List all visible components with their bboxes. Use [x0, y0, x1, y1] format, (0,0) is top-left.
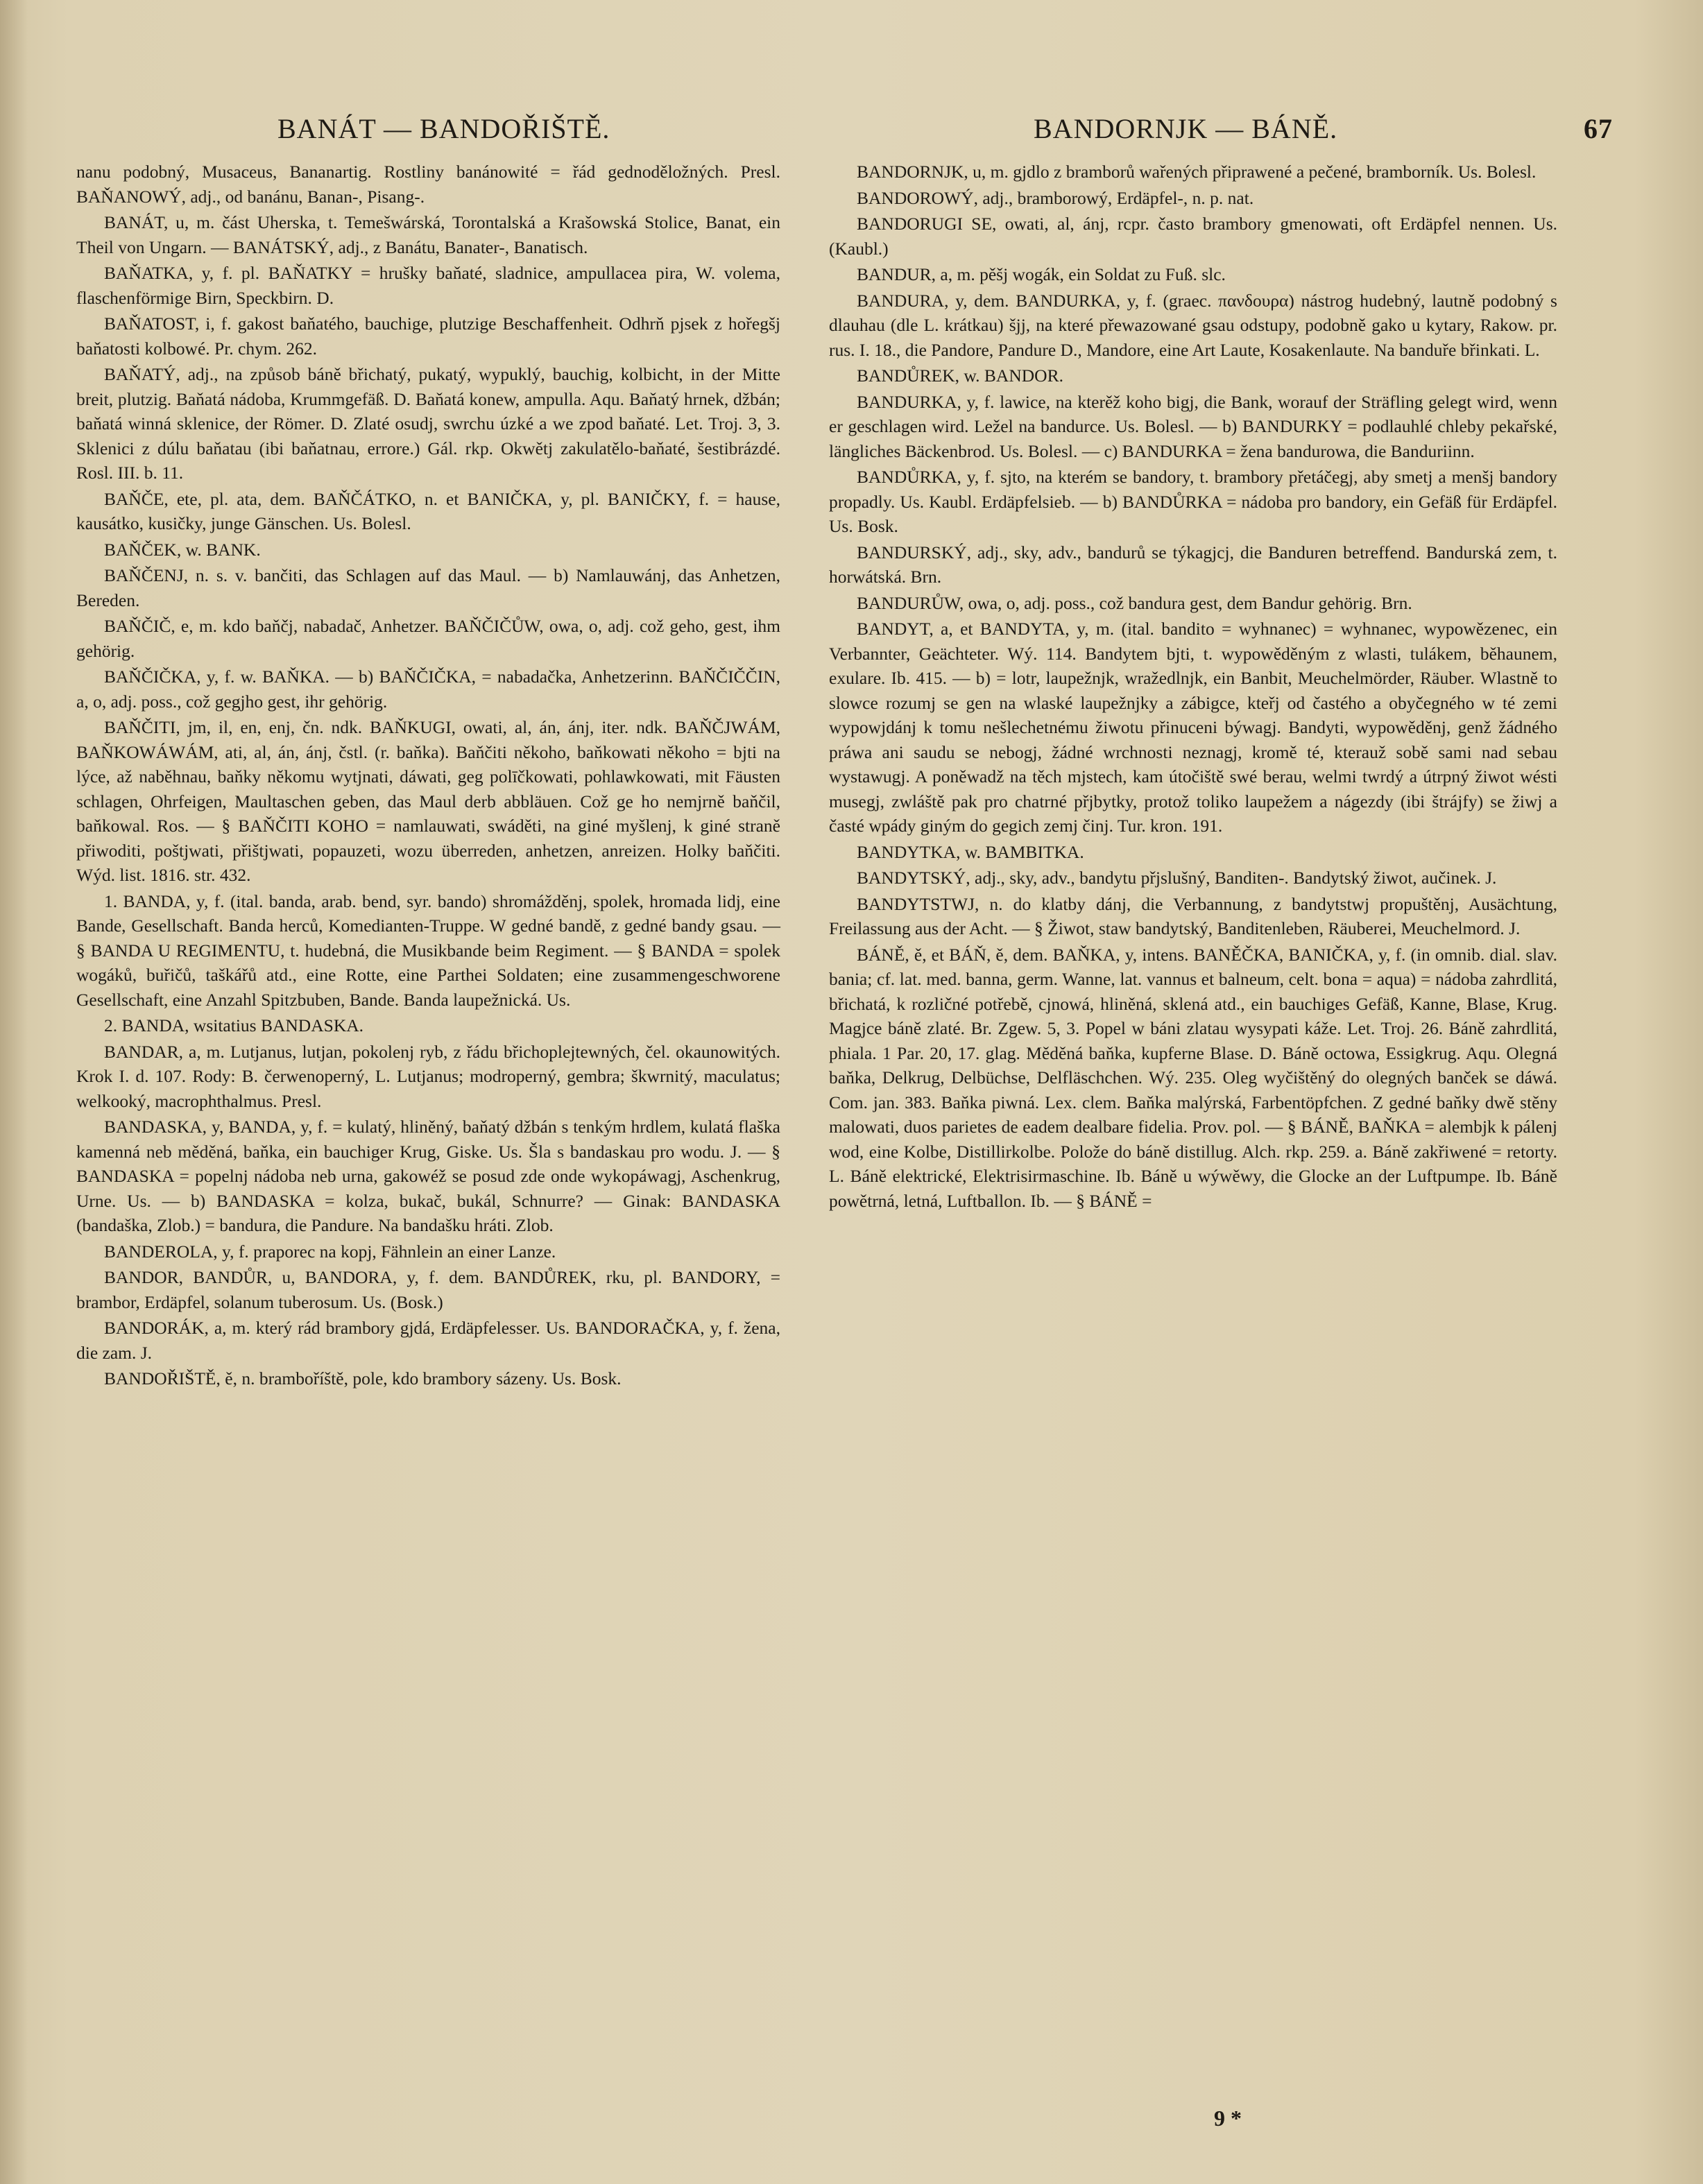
entry: 1. BANDA, y, f. (ital. banda, arab. bend, syr. bando) shromážděnj, spolek, hromada lidj, eine Bande, Gesellschaft. Banda herců, Komedianten-Truppe. W gedné bandě, z gedné bandy gsau. — § BANDA U REGIMENTU, t. hudebná, die Musikbande beim Regiment. — § BANDA = spolek wogáků, buřičů, taškářů atd., eine Rotte, eine Parthei Soldaten; eine zusammengeschworene Gesellschaft, eine Anzahl Spitzbuben, Bande. Banda laupežnická. Us. — [76, 891, 780, 1010]
entry: nanu podobný, Musaceus, Bananartig. Rostliny banánowité = řád gednoděložných. Presl. BAŇANOWÝ, adj., od banánu, Banan-, Pisang-. — [76, 162, 780, 207]
left-running-title: BANÁT — BANDOŘIŠTĚ. — [277, 113, 610, 144]
entry: BANDUR, a, m. pěšj wogák, ein Soldat zu Fuß. slc. — [857, 264, 1226, 284]
right-column — [829, 160, 1557, 1214]
entry: BANDYTKA, w. BAMBITKA. — [857, 841, 1084, 862]
entry: BANDORNJK, u, m. gjdlo z bramborů wařených připrawené a pečené, bramborník. Us. Bolesl. — [857, 162, 1537, 182]
entry: BANDYTSKÝ, adj., sky, adv., bandytu přjslušný, Banditen-. Bandytský žiwot, aučinek. J. — [857, 868, 1497, 888]
entry: BANDORÁK, a, m. který rád brambory gjdá, Erdäpfelesser. Us. BANDORAČKA, y, f. žena, die zam. J. — [76, 1318, 780, 1363]
entry: BAŇATKA, y, f. pl. BAŇATKY = hrušky baňaté, sladnice, ampullacea pira, W. volema, flaschenförmige Birn, Speckbirn. D. — [76, 263, 780, 308]
entry: BANDURSKÝ, adj., sky, adv., bandurů se týkagjcj, die Banduren betreffend. Bandurská zem, t. horwátská. Brn. — [829, 542, 1557, 587]
entry: BANDŮREK, w. BANDOR. — [857, 366, 1063, 386]
entry: BAŇATOST, i, f. gakost baňatého, bauchige, plutzige Beschaffenheit. Odhrň pjsek z hořegšj baňatosti kolbowé. Pr. chym. 262. — [76, 313, 780, 359]
entry: BANDAR, a, m. Lutjanus, lutjan, pokolenj ryb, z řádu břichoplejtewných, čel. okaunowitých. Krok I. d. 107. Rody: B. čerwenoperný, L. Lutjanus; modroperný, gembra; škwrnitý, maculatus; welkooký, macrophthalmus. Presl. — [76, 1041, 780, 1111]
entry: BANDORUGI SE, owati, al, ánj, rcpr. často brambory gmenowati, oft Erdäpfel nennen. Us. (Kaubl.) — [829, 214, 1557, 259]
running-header — [76, 105, 1620, 144]
entry: BANDOROWÝ, adj., bramborowý, Erdäpfel-, n. p. nat. — [857, 187, 1254, 208]
entry: BAŇČE, ete, pl. ata, dem. BAŇČÁTKO, n. et BANIČKA, y, pl. BANIČKY, f. = hause, kausátko, kusičky, junge Gänschen. Us. Bolesl. — [76, 488, 780, 533]
entry: BANDURA, y, dem. BANDURKA, y, f. (graec. πανδουρα) nástrog hudebný, lautně podobný s dlauhau (dle L. krátkau) šjj, na které přewazowané gsau odstupy, podobně gako u kytary, Rakow. pr. rus. I. 18., die Pandore, Pandure D., Mandore, eine Art Laute, Kosakenlaute. Na banduře břinkati. L. — [829, 290, 1557, 360]
entry: BAŇČIČ, e, m. kdo baňčj, nabadač, Anhetzer. BAŇČIČŮW, owa, o, adj. což geho, gest, ihm gehörig. — [76, 616, 780, 661]
entry: BAŇČEK, w. BANK. — [104, 539, 261, 560]
entry: BAŇČITI, jm, il, en, enj, čn. ndk. BAŇKUGI, owati, al, án, ánj, iter. ndk. BAŇČJWÁM, BAŇKOWÁWÁM, ati, al, án, ánj, čstl. (r. baňka). Baňčiti někoho, baňkowati někoho = bjti na lýce, až naběhnau, baňky někomu wytjnati, dáwati, geg polīčkowati, pohlawkowati, mit Fäusten schlagen, Ohrfeigen, Maultaschen geben, das Maul derb abbläuen. Což ge ho nemjrně baňčil, baňkowal. Ros. — § BAŇČITI KOHO = namlauwati, swáděti, na giné myšlenj, k giné straně přiwoditi, poštjwati, přištjwati, popauzeti, wozu überreden, anhetzen, anreizen. Holky baňčiti. Wýd. list. 1816. str. 432. — [76, 717, 780, 885]
entry: BAŇČIČKA, y, f. w. BAŇKA. — b) BAŇČIČKA, = nabadačka, Anhetzerinn. BAŇČIČČIN, a, o, adj. poss., což gegjho gest, ihr gehörig. — [76, 667, 780, 712]
entry: BANDYTSTWJ, n. do klatby dánj, die Verbannung, z bandytstwj propuštěnj, Ausächtung, Freilassung aus der Acht. — § Žiwot, staw bandytský, Banditenleben, Räuberei, Meuchelmord. J. — [829, 893, 1557, 938]
entry: BANDYT, a, et BANDYTA, y, m. (ital. bandito = wyhnanec) = wyhnanec, wypowězenec, ein Verbannter, Geächteter. Wý. 114. Bandytem bjti, t. wypowěděným z wlasti, tulákem, běhaunem, exulare. Ib. 415. — b) = lotr, laupežnjk, wražedlnjk, ein Banbit, Meuchelmörder, Räuber. Wlastně to slowce rozumj se gen na wlaské laupežnjky a zábigce, kteřj od častého a obyčegného w té zemi wypowjdánj k tomu nešlechetnému žiwotu přinuceni býwagj. Bandyti, wypowěděnj, genž žádného práwa ani saudu se nebogj, žádné wrchnosti neznagj, kromě té, kterauž sobě sami nad sebau wystawugj. A poněwadž na těch mjstech, kam útočiště swé berau, welmi twrdý a útrpný žiwot wésti musegj, zwláště pak pro chatrné přjbytky, protož toliko laupežem a nágezdy (ibi štrájfy) se žiwj a časté wpády giným do gegich zemj činj. Tur. kron. 191. — [829, 619, 1557, 836]
left-column — [76, 160, 780, 1393]
entry: BAŇČENJ, n. s. v. bančiti, das Schlagen auf das Maul. — b) Namlauwánj, das Anhetzen, Bereden. — [76, 565, 780, 610]
entry: BANDURŮW, owa, o, adj. poss., což bandura gest, dem Bandur gehörig. Brn. — [857, 592, 1412, 613]
entry: BÁNĚ, ě, et BÁŇ, ě, dem. BAŇKA, y, intens. BANĚČKA, BANIČKA, y, f. (in omnib. dial. slav. bania; cf. lat. med. banna, germ. Wanne, lat. vannus et balneum, celt. bona = aqua) = nádoba zahrdlitá, břichatá, k rozličné potřebě, cjnowá, hliněná, sklená atd., ein bauchiges Gefäß, Kanne, Blase, Krug. Magjce báně zlaté. Br. Zgew. 5, 3. Popel w báni zlatau wysypati káže. Let. Troj. 26. Báně zahrdlitá, phiala. 1 Par. 20, 17. glag. Měděná baňka, kupferne Blase. D. Báně octowa, Essigkrug. Aqu. Olegná baňka, Delkrug, Delbüchse, Delfläschchen. Wý. 235. Oleg wyčištěný do olegných banček se dáwá. Com. jan. 383. Baňka piwná. Lex. clem. Baňka malýrská, Farbentöpfchen. Z gedné baňky dwě stěny malowati, duos parietes de eadem dealbare fidelia. Prov. pol. — § BÁNĚ, BAŇKA = alembjk k pálenj wod, eine Kolbe, Distillirkolbe. Polože do báně distillug. Alch. rkp. 259. a. Báně zakřiwené = retorty. L. Báně elektrické, Elektrisirmaschine. Ib. Báně u wýwěwy, die Glocke an der Luftpumpe. Ib. Báně powětrná, letná, Luftballon. Ib. — § BÁNĚ = — [829, 944, 1557, 1211]
entry: BANDASKA, y, BANDA, y, f. = kulatý, hliněný, baňatý džbán s tenkým hrdlem, kulatá flaška kamenná neb měděná, baňka, ein bauchiger Krug, Giske. Us. Šla s bandaskau pro wodu. J. — § BANDASKA = popelnj nádoba neb urna, gakowéž se posud zde onde wykopáwagj, Aschenkrug, Urne. Us. — b) BANDASKA = kolza, bukač, bukál, Schnurre? — Ginak: BANDASKA (bandaška, Zlob.) = bandura, die Pandure. Na bandašku hráti. Zlob. — [76, 1117, 780, 1235]
entry: BANDURKA, y, f. lawice, na kterěž koho bigj, die Bank, worauf der Sträfling gelegt wird, wenn er geschlagen wird. Ležel na bandurce. Us. Bolesl. — b) BANDURKY = podlauhlé chleby pekařské, längliches Bäckenbrod. Us. Bolesl. — c) BANDURKA = žena bandurowa, die Banduriinn. — [829, 391, 1557, 461]
entry: BANDEROLA, y, f. praporec na kopj, Fähnlein an einer Lanze. — [104, 1241, 556, 1262]
entry: BANÁT, u, m. část Uherska, t. Temešwárská, Torontalská a Krašowská Stolice, Banat, ein Theil von Ungarn. — BANÁTSKÝ, adj., z Banátu, Banater-, Banatisch. — [76, 212, 780, 257]
entry: BANDOŘIŠTĚ, ě, n. bramboříště, pole, kdo brambory sázeny. Us. Bosk. — [104, 1368, 622, 1388]
entry: BANDOR, BANDŮR, u, BANDORA, y, f. dem. BANDŮREK, rku, pl. BANDORY, = brambor, Erdäpfel, solanum tuberosum. Us. (Bosk.) — [76, 1267, 780, 1312]
signature-mark: 9 * — [1214, 2106, 1242, 2131]
entry: 2. BANDA, wsitatius BANDASKA. — [104, 1015, 364, 1035]
page-number: 67 — [1584, 113, 1613, 144]
entry: BAŇATÝ, adj., na způsob báně břichatý, pukatý, wypuklý, bauchig, kolbicht, in der Mitte breit, plutzig. Baňatá nádoba, Krummgefäß. D. Baňatá konew, ampulla. Aqu. Baňatý hrnek, džbán; baňatá winná sklenice, der Römer. D. Zlaté osudj, swrchu úzké a we zpod baňaté. Let. Troj. 3, 3. Sklenici z dúlu baňatau (ibi baňatnau, errore.) Gál. rkp. Okwětj zakulatělo-baňaté, šestibrázdé. Rosl. III. b. 11. — [76, 364, 780, 483]
page-edge-shadow — [0, 0, 28, 2184]
right-running-title: BANDORNJK — BÁNĚ. — [1034, 113, 1338, 144]
entry: BANDŮRKA, y, f. sjto, na kterém se bandory, t. brambory přetáčegj, aby smetj a menšj bandory propadly. Us. Kaubl. Erdäpfelsieb. — b) BANDŮRKA = nádoba pro bandory, ein Gefäß für Erdäpfel. Us. Bosk. — [829, 467, 1557, 536]
